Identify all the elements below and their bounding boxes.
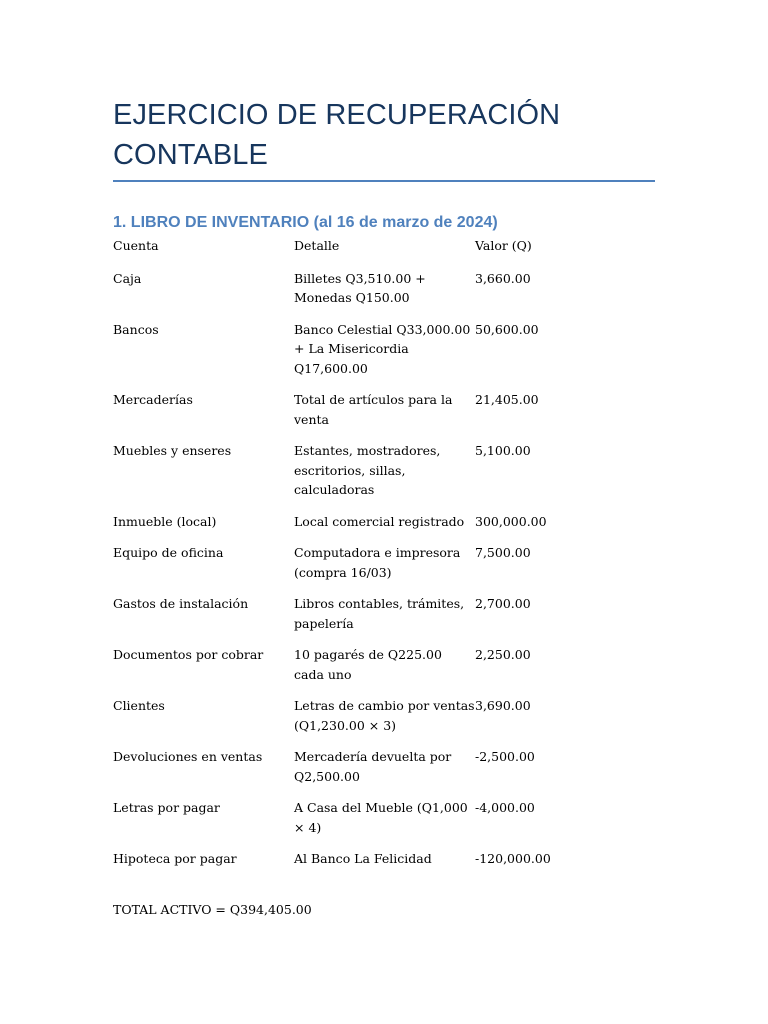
cell-cuenta: Muebles y enseres — [113, 443, 232, 458]
cell-detalle: Banco Celestial Q33,000.00 + La Misericordia Q17,600.00 — [294, 321, 471, 376]
header-detalle: Detalle — [294, 238, 340, 253]
cell-detalle: A Casa del Mueble (Q1,000 × 4) — [294, 800, 468, 835]
cell-detalle: Total de artículos para la venta — [294, 392, 453, 427]
table-row — [113, 512, 595, 544]
title-underline — [113, 180, 655, 182]
cell-valor: 2,700.00 — [475, 596, 531, 611]
table-row — [113, 441, 595, 512]
cell-cuenta: Mercaderías — [113, 392, 193, 407]
cell-cuenta: Gastos de instalación — [113, 596, 249, 611]
cell-detalle: Local comercial registrado — [294, 513, 465, 529]
cell-valor: 7,500.00 — [475, 545, 531, 560]
cell-cuenta: Equipo de oficina — [113, 545, 224, 560]
table-row — [113, 696, 595, 747]
table-row — [113, 543, 595, 594]
cell-valor: 3,690.00 — [475, 698, 531, 713]
cell-valor: 300,000.00 — [475, 513, 547, 529]
cell-cuenta: Devoluciones en ventas — [113, 749, 263, 764]
table-row — [113, 320, 595, 391]
table-row — [113, 798, 595, 849]
cell-detalle: Billetes Q3,510.00 + Monedas Q150.00 — [294, 270, 426, 305]
cell-detalle: Al Banco La Felicidad — [294, 851, 432, 866]
cell-detalle: Estantes, mostradores, escritorios, sillas, calculadoras — [294, 443, 441, 497]
cell-cuenta: Documentos por cobrar — [113, 647, 264, 662]
document-title: EJERCICIO DE RECUPERACIÓN CONTABLE — [113, 99, 561, 171]
inventory-table — [113, 236, 595, 881]
header-cuenta: Cuenta — [113, 238, 159, 253]
cell-detalle: Computadora e impresora (compra 16/03) — [294, 545, 461, 580]
table-row — [113, 645, 595, 696]
cell-cuenta: Clientes — [113, 698, 165, 713]
table-row — [113, 594, 595, 645]
table-row — [113, 390, 595, 441]
cell-cuenta: Hipoteca por pagar — [113, 851, 237, 866]
cell-valor: -4,000.00 — [475, 800, 535, 815]
cell-valor: -2,500.00 — [475, 749, 535, 764]
cell-cuenta: Inmueble (local) — [113, 513, 217, 529]
cell-valor: 21,405.00 — [475, 392, 539, 407]
table-header-row — [113, 236, 595, 269]
section-heading: 1. LIBRO DE INVENTARIO (al 16 de marzo de 2024) — [113, 214, 498, 231]
cell-cuenta: Letras por pagar — [113, 800, 220, 815]
table-row — [113, 849, 595, 881]
cell-valor: 50,600.00 — [475, 321, 539, 337]
cell-valor: -120,000.00 — [475, 851, 551, 866]
cell-valor: 5,100.00 — [475, 443, 531, 458]
cell-valor: 2,250.00 — [475, 647, 531, 662]
table-row — [113, 747, 595, 798]
cell-cuenta: Bancos — [113, 321, 159, 337]
cell-detalle: 10 pagarés de Q225.00 cada uno — [294, 647, 442, 682]
cell-detalle: Mercadería devuelta por Q2,500.00 — [294, 749, 452, 784]
header-valor: Valor (Q) — [475, 238, 532, 253]
cell-detalle: Letras de cambio por ventas (Q1,230.00 × 3) — [294, 698, 475, 733]
table-row — [113, 269, 595, 320]
cell-detalle: Libros contables, trámites, papelería — [294, 596, 465, 631]
table-body — [113, 269, 595, 881]
total-activo: TOTAL ACTIVO = Q394,405.00 — [113, 902, 312, 917]
cell-valor: 3,660.00 — [475, 270, 531, 286]
cell-cuenta: Caja — [113, 270, 142, 286]
